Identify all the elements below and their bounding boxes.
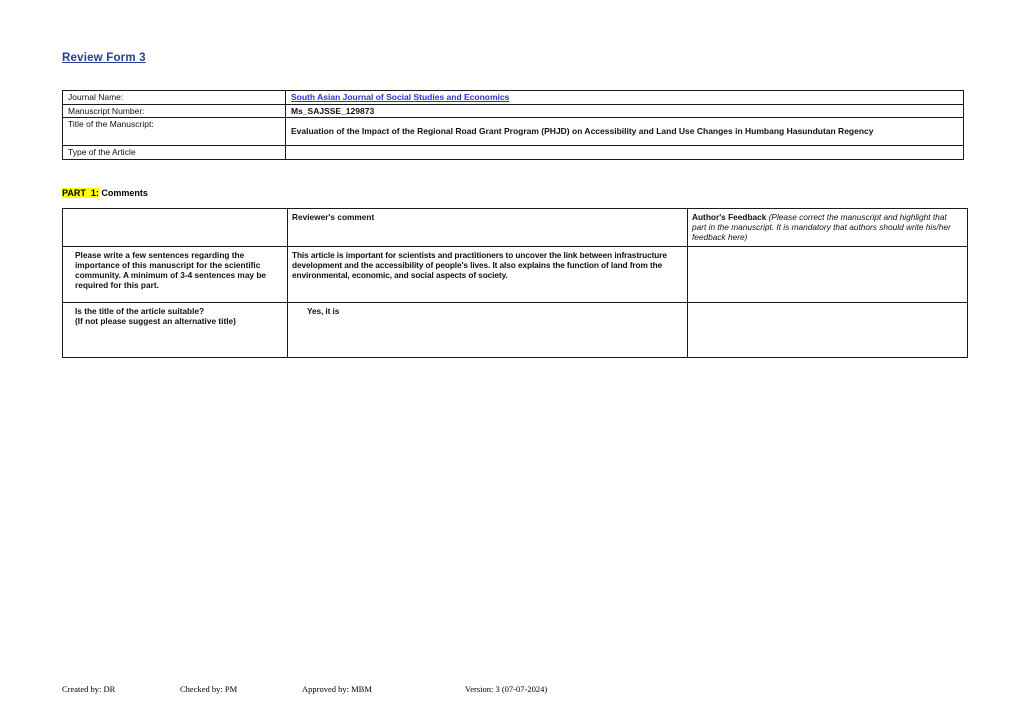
article-type-label: Type of the Article xyxy=(63,146,286,160)
reviewer-comment-text: Yes, it is xyxy=(307,305,340,316)
manuscript-title-value: Evaluation of the Impact of the Regional Road Grant Program (PHJD) on Accessibility and Land Use Changes in Humbang Hasundutan Regency xyxy=(286,118,964,146)
author-feedback-cell xyxy=(688,246,968,302)
footer-checked-by: Checked by: PM xyxy=(180,684,238,694)
author-feedback-header-bold: Author's Feedback xyxy=(692,212,767,222)
reviewer-comment-header: Reviewer's comment xyxy=(288,209,688,247)
manuscript-number-value: Ms_SAJSSE_129873 xyxy=(286,104,964,118)
reviewer-comment-importance: This article is important for scientists and practitioners to uncover the link between infrastructure development and the accessibility of people's lives. It also explains the function of land from the environmental, economic, and social aspects of society. xyxy=(288,246,688,302)
part1-heading xyxy=(62,188,148,198)
journal-name-label: Journal Name: xyxy=(63,91,286,105)
comments-table xyxy=(62,208,968,358)
manuscript-info-table xyxy=(62,90,964,160)
table-row xyxy=(63,118,964,146)
part1-badge: PART 1: xyxy=(62,188,99,198)
manuscript-number-label: Manuscript Number: xyxy=(63,104,286,118)
table-row xyxy=(63,246,968,302)
author-feedback-header-note: (Please correct the manuscript and highlight that part in the manuscript. It is mandatory that authors should write his/her feedback here) xyxy=(692,212,951,243)
comments-header-row xyxy=(63,209,968,247)
part1-title: Comments xyxy=(98,188,148,198)
journal-name-link[interactable]: South Asian Journal of Social Studies and Economics xyxy=(291,92,510,102)
footer-version: Version: 3 (07-07-2024) xyxy=(465,684,548,694)
reviewer-comment-title xyxy=(288,302,688,357)
question-importance: Please write a few sentences regarding the importance of this manuscript for the scientific community. A minimum of 3-4 sentences may be required for this part. xyxy=(63,246,288,302)
manuscript-title-label: Title of the Manuscript: xyxy=(63,118,286,146)
footer-approved-by: Approved by: MBM xyxy=(302,684,372,694)
table-row xyxy=(63,91,964,105)
footer-created-by: Created by: DR xyxy=(62,684,116,694)
author-feedback-header xyxy=(688,209,968,247)
question-line2: (If not please suggest an alternative title) xyxy=(75,315,236,326)
question-title-suitable xyxy=(63,302,288,357)
article-type-value xyxy=(286,146,964,160)
author-feedback-cell xyxy=(688,302,968,357)
table-row xyxy=(63,104,964,118)
question-line1: Is the title of the article suitable? xyxy=(75,305,205,316)
table-row xyxy=(63,302,968,357)
page-title: Review Form 3 xyxy=(62,52,146,64)
header-empty-cell xyxy=(63,209,288,247)
journal-name-cell xyxy=(286,91,964,105)
table-row xyxy=(63,146,964,160)
